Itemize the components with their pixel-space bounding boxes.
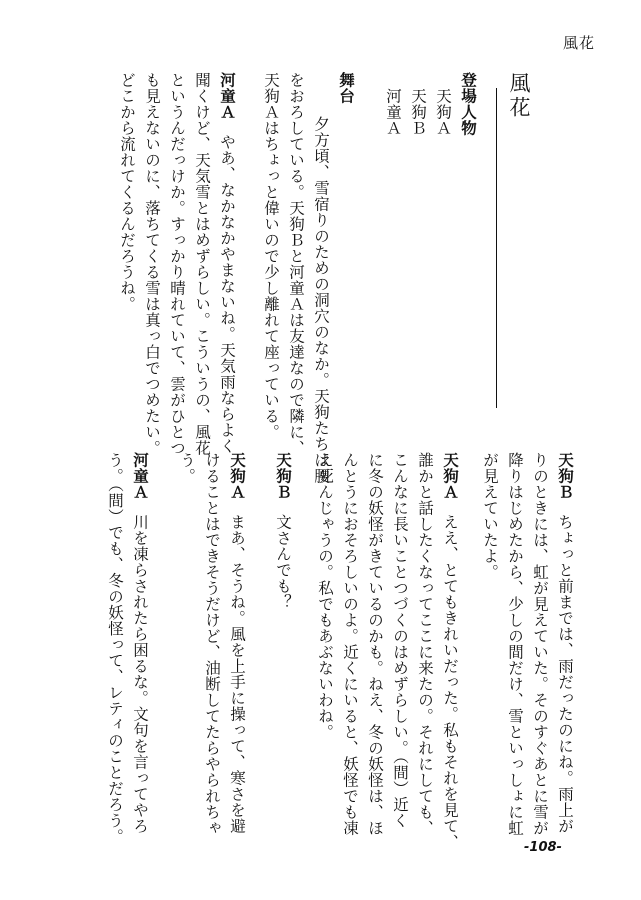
speaker-name: 天狗Ｂ bbox=[274, 452, 292, 500]
dialogue-line: え死んじゃうの。私でもあぶないわね。 bbox=[316, 452, 334, 740]
dialogue-line: が見えていたよ。 bbox=[481, 452, 499, 580]
stage-heading: 舞台 bbox=[337, 72, 355, 104]
dialogue-line: 聞くけど、天気雪とはめずらしい。こういうの、風花 bbox=[193, 72, 211, 456]
dialogue-line: まあ、そうね。風を上手に操って、寒さを避 bbox=[228, 498, 246, 834]
running-header: 風花 bbox=[562, 34, 595, 52]
dialogue-line: も見えないのに、落ちてくる雪は真っ白でつめたい。 bbox=[143, 72, 161, 456]
cast-member: 天狗Ａ bbox=[434, 88, 452, 136]
dialogue-line: んとうにおそろしいのよ。近くにいると、妖怪でも凍 bbox=[341, 452, 359, 836]
play-title: 風花 bbox=[507, 72, 531, 120]
dialogue-line: う。（間）でも、冬の妖怪って、レティのことだろう。 bbox=[106, 452, 124, 845]
speaker-name: 天狗Ｂ bbox=[556, 452, 574, 500]
cast-member: 天狗Ｂ bbox=[409, 88, 427, 136]
speaker-name: 天狗Ａ bbox=[441, 452, 459, 500]
stage-line: 天狗Ａはちょっと偉いので少し離れて座っている。 bbox=[262, 72, 280, 440]
title-rule bbox=[496, 88, 497, 408]
speaker-name: 天狗Ａ bbox=[228, 452, 246, 500]
cast-heading: 登場人物 bbox=[459, 72, 477, 136]
cast-member: 河童Ａ bbox=[384, 88, 402, 136]
stage-line: 夕方頃、雪宿りのための洞穴のなか。天狗たちは腰 bbox=[312, 100, 330, 484]
stage-line: をおろしている。天狗Ｂと河童Ａは友達なので隣に、 bbox=[287, 72, 305, 456]
dialogue-line: う。 bbox=[178, 452, 196, 484]
dialogue-line: ちょっと前までは、雨だったのにね。雨上が bbox=[556, 498, 574, 834]
dialogue-line: りのときには、虹が見えていた。そのすぐあとに雪が bbox=[531, 452, 549, 836]
dialogue-line: 文さんでも？ bbox=[274, 498, 292, 610]
dialogue-line: やあ、なかなかやまないね。天気雨ならよく bbox=[218, 118, 236, 454]
dialogue-line: 川を凍らされたら困るな。文句を言ってやろ bbox=[131, 498, 149, 834]
dialogue-line: というんだっけか。すっかり晴れていて、雲がひとつ bbox=[168, 72, 186, 456]
dialogue-line: ええ、とてもきれいだった。私もそれを見て、 bbox=[441, 498, 459, 850]
dialogue-line: けることはできそうだけど、油断してたらやられちゃ bbox=[203, 452, 221, 836]
dialogue-line: どこから流れてくるんだろうね。 bbox=[118, 72, 136, 312]
dialogue-line: 誰かと話したくなってここに来たの。それにしても、 bbox=[416, 452, 434, 836]
page-number: -108- bbox=[524, 840, 562, 855]
dialogue-line: に冬の妖怪がきているのかも。ねえ、冬の妖怪は、ほ bbox=[366, 452, 384, 836]
speaker-name: 河童Ａ bbox=[131, 452, 149, 500]
dialogue-line: こんなに長いことつづくのはめずらしい。（間）近く bbox=[391, 452, 409, 829]
speaker-name: 河童Ａ bbox=[218, 72, 236, 120]
dialogue-line: 降りはじめたから、少しの間だけ、雪といっしょに虹 bbox=[506, 452, 524, 836]
